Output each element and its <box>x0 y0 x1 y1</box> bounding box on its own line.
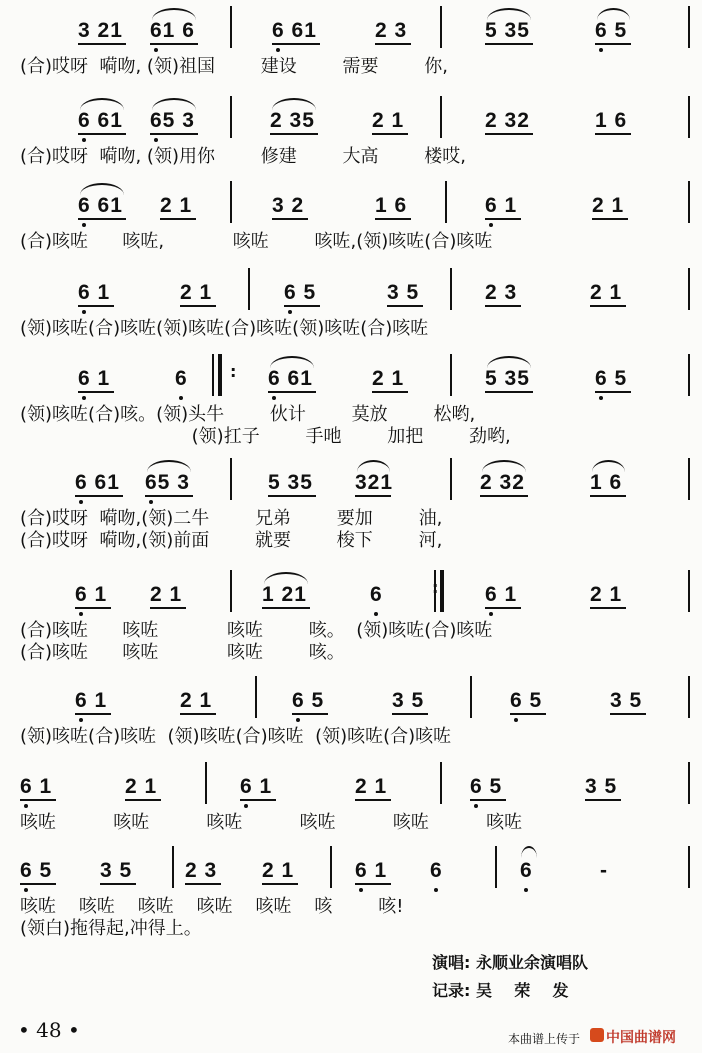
jianpu-notes: 6 1 <box>485 194 518 217</box>
octave-dot <box>154 138 158 142</box>
bar-line <box>218 354 222 396</box>
beam-line <box>372 391 408 393</box>
jianpu-notes: 6 1 <box>355 859 388 882</box>
jianpu-notes: 6 5 <box>595 19 628 42</box>
beam-line <box>78 133 126 135</box>
score-system <box>0 690 702 780</box>
jianpu-notes: 6 <box>520 859 533 882</box>
octave-dot <box>474 804 478 808</box>
bar-line <box>688 458 690 500</box>
jianpu-notes: 2 1 <box>125 775 158 798</box>
beam-line <box>185 883 221 885</box>
jianpu-notes: 5 35 <box>485 367 530 390</box>
beam-line <box>75 495 123 497</box>
jianpu-notes: 6 5 <box>20 859 53 882</box>
bar-line <box>230 96 232 138</box>
score-system <box>0 776 702 866</box>
jianpu-notes: 2 3 <box>485 281 518 304</box>
beam-line <box>262 883 298 885</box>
jianpu-notes: 6 1 <box>485 583 518 606</box>
slur-arc <box>357 460 390 472</box>
jianpu-notes: 3 21 <box>78 19 123 42</box>
beam-line <box>272 218 308 220</box>
jianpu-notes: 2 1 <box>355 775 388 798</box>
bar-line <box>688 570 690 612</box>
lyric-line: 咳咗 咳咗 咳咗 咳咗 咳咗 咳 咳! <box>20 896 404 917</box>
octave-dot <box>82 223 86 227</box>
beam-line <box>20 883 56 885</box>
score-system <box>0 195 702 285</box>
slur-arc <box>487 8 531 20</box>
beam-line <box>392 713 428 715</box>
beam-line <box>100 883 136 885</box>
jianpu-notes: 65 3 <box>145 471 190 494</box>
singer-credit: 演唱: 永顺业余演唱队 <box>432 953 588 972</box>
jianpu-notes: 2 1 <box>180 281 213 304</box>
beam-line <box>125 799 161 801</box>
octave-dot <box>434 888 438 892</box>
beam-line <box>585 799 621 801</box>
beam-line <box>78 391 114 393</box>
beam-line <box>485 391 533 393</box>
page-number: • 48 • <box>18 1018 80 1042</box>
jianpu-notes: 2 1 <box>180 689 213 712</box>
octave-dot <box>489 223 493 227</box>
jianpu-notes: 3 5 <box>387 281 420 304</box>
octave-dot <box>296 718 300 722</box>
octave-dot <box>524 888 528 892</box>
beam-line <box>145 495 193 497</box>
bar-line <box>688 846 690 888</box>
jianpu-notes: 321 <box>355 471 394 494</box>
jianpu-notes: 2 3 <box>375 19 408 42</box>
slur-arc <box>264 572 308 584</box>
jianpu-notes: 2 1 <box>372 109 405 132</box>
beam-line <box>485 305 521 307</box>
lyric-line: (领)扛子 手吔 加把 劲哟, <box>20 426 511 447</box>
lyric-line: 咳咗 咳咗 咳咗 咳咗 咳咗 咳咗 <box>20 812 523 833</box>
bar-line <box>255 676 257 718</box>
beam-line <box>150 607 186 609</box>
score-system <box>0 362 702 458</box>
jianpu-notes: 6 5 <box>470 775 503 798</box>
jianpu-notes: 6 1 <box>20 775 53 798</box>
jianpu-notes: 2 32 <box>480 471 525 494</box>
beam-line <box>20 799 56 801</box>
jianpu-notes: 2 1 <box>372 367 405 390</box>
jianpu-notes: 3 2 <box>272 194 305 217</box>
bar-line <box>440 6 442 48</box>
jianpu-notes: 6 1 <box>75 583 108 606</box>
bar-line <box>440 96 442 138</box>
beam-line <box>485 43 533 45</box>
beam-line <box>590 607 626 609</box>
beam-line <box>485 607 521 609</box>
octave-dot <box>179 396 183 400</box>
beam-line <box>590 305 626 307</box>
beam-line <box>485 218 521 220</box>
beam-line <box>292 713 328 715</box>
beam-line <box>150 133 198 135</box>
beam-line <box>268 391 316 393</box>
jianpu-notes: 1 6 <box>375 194 408 217</box>
octave-dot <box>24 888 28 892</box>
source-brand: 中国曲谱网 <box>606 1030 676 1046</box>
jianpu-notes: 2 3 <box>185 859 218 882</box>
beam-line <box>480 495 528 497</box>
score-system <box>0 472 702 562</box>
beam-line <box>268 495 316 497</box>
slur-arc <box>152 8 196 20</box>
octave-dot <box>489 612 493 616</box>
lyric-line: (领)咳咗(合)咳。(领)头牛 伙计 莫放 松哟, <box>20 404 476 425</box>
octave-dot <box>276 48 280 52</box>
bar-line <box>688 676 690 718</box>
octave-dot <box>79 718 83 722</box>
bar-line <box>248 268 250 310</box>
jianpu-notes: 2 35 <box>270 109 315 132</box>
octave-dot <box>359 888 363 892</box>
jianpu-notes: 1 6 <box>590 471 623 494</box>
bar-line <box>440 570 444 612</box>
beam-line <box>610 713 646 715</box>
jianpu-notes: 6 61 <box>268 367 313 390</box>
jianpu-notes: 6 5 <box>510 689 543 712</box>
jianpu-notes: 6 61 <box>75 471 120 494</box>
jianpu-notes: 61 6 <box>150 19 195 42</box>
lyric-line: (合)哎呀 嗬吻, (领)祖国 建设 需要 你, <box>20 56 449 77</box>
jianpu-notes: 5 35 <box>485 19 530 42</box>
jianpu-notes: 2 32 <box>485 109 530 132</box>
beam-line <box>387 305 423 307</box>
octave-dot <box>599 396 603 400</box>
lyric-line: (合)咳咗 咳咗, 咳咗 咳咗,(领)咳咗(合)咳咗 <box>20 231 493 252</box>
bar-line <box>172 846 174 888</box>
beam-line <box>355 495 391 497</box>
octave-dot <box>149 500 153 504</box>
jianpu-notes: 6 <box>175 367 188 390</box>
octave-dot <box>24 804 28 808</box>
beam-line <box>372 133 408 135</box>
bar-line <box>230 570 232 612</box>
beam-line <box>272 43 320 45</box>
bar-line <box>205 762 207 804</box>
beam-line <box>75 607 111 609</box>
jianpu-notes: 3 5 <box>610 689 643 712</box>
score-system <box>0 20 702 110</box>
bar-line <box>440 762 442 804</box>
bar-line <box>212 354 214 396</box>
bar-line <box>688 268 690 310</box>
octave-dot <box>288 310 292 314</box>
bar-line <box>470 676 472 718</box>
repeat-sign: : <box>432 578 439 597</box>
beam-line <box>375 43 411 45</box>
beam-line <box>284 305 320 307</box>
beam-line <box>485 133 533 135</box>
beam-line <box>592 218 628 220</box>
recorder-credit: 记录: 吴 荣 发 <box>432 981 569 1000</box>
jianpu-notes: 3 5 <box>585 775 618 798</box>
octave-dot <box>82 310 86 314</box>
bar-line <box>450 354 452 396</box>
score-system <box>0 860 702 950</box>
bar-line <box>688 181 690 223</box>
score-system <box>0 282 702 372</box>
octave-dot <box>272 396 276 400</box>
jianpu-notes: 6 1 <box>78 367 111 390</box>
jianpu-notes: 6 61 <box>78 194 123 217</box>
beam-line <box>240 799 276 801</box>
jianpu-notes: 3 5 <box>100 859 133 882</box>
beam-line <box>595 133 631 135</box>
jianpu-notes: 3 5 <box>392 689 425 712</box>
lyric-line: (合)咳咗 咳咗 咳咗 咳。 (领)咳咗(合)咳咗 <box>20 620 493 641</box>
beam-line <box>78 43 126 45</box>
lyric-line: (合)哎呀 嗬吻,(领)二牛 兄弟 要加 油, <box>20 508 443 529</box>
jianpu-notes: 6 61 <box>272 19 317 42</box>
score-system <box>0 578 702 674</box>
jianpu-notes: 5 35 <box>268 471 313 494</box>
octave-dot <box>82 396 86 400</box>
slur-arc <box>147 460 191 472</box>
beam-line <box>355 799 391 801</box>
lyric-line: (合)哎呀 嗬吻,(领)前面 就要 梭下 河, <box>20 530 443 551</box>
beam-line <box>262 607 310 609</box>
bar-line <box>688 6 690 48</box>
beam-line <box>375 218 411 220</box>
jianpu-notes: 6 61 <box>78 109 123 132</box>
octave-dot <box>374 612 378 616</box>
bar-line <box>495 846 497 888</box>
octave-dot <box>514 718 518 722</box>
beam-line <box>180 305 216 307</box>
jianpu-notes: 6 1 <box>240 775 273 798</box>
bar-line <box>230 6 232 48</box>
beam-line <box>510 713 546 715</box>
beam-line <box>595 43 631 45</box>
bar-line <box>688 354 690 396</box>
beam-line <box>160 218 196 220</box>
bar-line <box>230 181 232 223</box>
lyric-line: (合)哎呀 嗬吻, (领)用你 修建 大高 楼哎, <box>20 146 467 167</box>
beam-line <box>590 495 626 497</box>
jianpu-notes: 6 5 <box>595 367 628 390</box>
lyric-line: (合)咳咗 咳咗 咳咗 咳。 <box>20 642 345 663</box>
beam-line <box>75 713 111 715</box>
jianpu-notes: 6 <box>370 583 383 606</box>
bar-line <box>230 458 232 500</box>
beam-line <box>78 218 126 220</box>
octave-dot <box>244 804 248 808</box>
beam-line <box>470 799 506 801</box>
jianpu-notes: 2 1 <box>150 583 183 606</box>
jianpu-notes: 2 1 <box>592 194 625 217</box>
site-logo-icon <box>590 1028 604 1042</box>
slur-arc <box>482 460 526 472</box>
beam-line <box>595 391 631 393</box>
bar-line <box>688 96 690 138</box>
jianpu-notes: 2 1 <box>590 583 623 606</box>
jianpu-notes: 2 1 <box>160 194 193 217</box>
jianpu-notes: 65 3 <box>150 109 195 132</box>
beam-line <box>180 713 216 715</box>
bar-line <box>450 458 452 500</box>
beam-line <box>78 305 114 307</box>
octave-dot <box>599 48 603 52</box>
slur-arc <box>592 460 625 472</box>
jianpu-notes: 2 1 <box>262 859 295 882</box>
jianpu-notes: 6 <box>430 859 443 882</box>
bar-line <box>450 268 452 310</box>
jianpu-notes: - <box>600 859 608 882</box>
beam-line <box>270 133 318 135</box>
octave-dot <box>79 500 83 504</box>
jianpu-notes: 6 5 <box>284 281 317 304</box>
lyric-line: (领)咳咗(合)咳咗(领)咳咗(合)咳咗(领)咳咗(合)咳咗 <box>20 318 429 339</box>
octave-dot <box>82 138 86 142</box>
jianpu-notes: 1 21 <box>262 583 307 606</box>
lyric-line: (领白)拖得起,冲得上。 <box>20 918 202 939</box>
jianpu-notes: 1 6 <box>595 109 628 132</box>
beam-line <box>150 43 198 45</box>
octave-dot <box>79 612 83 616</box>
lyric-line: (领)咳咗(合)咳咗 (领)咳咗(合)咳咗 (领)咳咗(合)咳咗 <box>20 726 452 747</box>
jianpu-notes: 6 1 <box>75 689 108 712</box>
beam-line <box>355 883 391 885</box>
jianpu-notes: 6 1 <box>78 281 111 304</box>
source-text: 本曲谱上传于 <box>508 1032 581 1046</box>
repeat-sign: : <box>230 362 237 381</box>
jianpu-notes: 2 1 <box>590 281 623 304</box>
octave-dot <box>154 48 158 52</box>
jianpu-notes: 6 5 <box>292 689 325 712</box>
slur-arc <box>597 8 630 20</box>
bar-line <box>445 181 447 223</box>
bar-line <box>330 846 332 888</box>
bar-line <box>688 762 690 804</box>
